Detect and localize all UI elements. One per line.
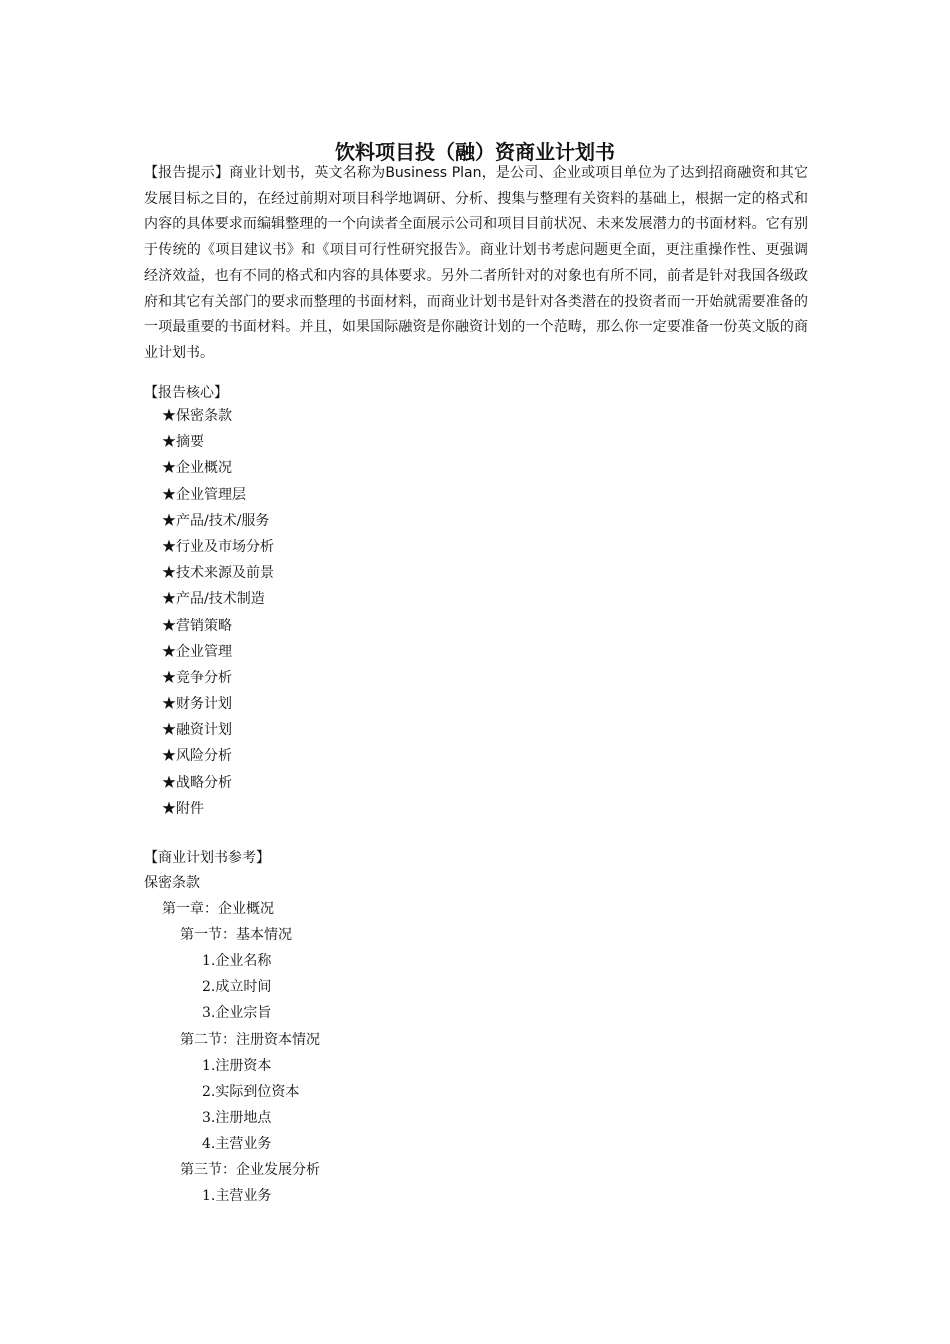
outline-chapter: 第一章：企业概况 — [162, 901, 274, 918]
document-title: 饮料项目投（融）资商业计划书 — [335, 140, 615, 164]
outline-subitem: 1.企业名称 — [202, 953, 272, 970]
reference-heading: 【商业计划书参考】 — [144, 850, 270, 866]
core-item: ★融资计划 — [162, 722, 232, 739]
core-item: ★保密条款 — [162, 408, 232, 424]
core-heading: 【报告核心】 — [144, 385, 228, 401]
intro-body: ，是公司、企业或项目单位为了达到招商融资和其它发展目标之目的，在经过前期对项目科学地调研、分析、搜集与整理有关资料的基础上，根据一定的格式和内容的具体要求而编辑整理的一个向读者全面展示公司和项目目前状况、未来发展潜力的书面材料。它有别于传统的《项目建议书》和《项目可行性研究报告》。商业计划书考虑问题更全面，更注重操作性、更强调经济效益，也有不同的格式和内容的具体要求。另外二者所针对的对象也有所不同，前者是针对我国各级政府和其它有关部门的要求而整理的书面材料，而商业计划书是针对各类潜在的投资者而一开始就需要准备的一项最重要的书面材料。并且，如果国际融资是你融资计划的一个范畴，那么你一定要准备一份英文版的商业计划书。 — [144, 165, 808, 361]
outline-subitem: 1.注册资本 — [202, 1057, 272, 1074]
core-item: ★企业管理 — [162, 643, 232, 660]
core-item: ★附件 — [162, 800, 204, 817]
outline-section: 第一节：基本情况 — [180, 927, 292, 944]
core-item: ★战略分析 — [162, 774, 232, 791]
outline-section: 第二节：注册资本情况 — [180, 1031, 320, 1048]
report-intro-paragraph — [144, 161, 808, 367]
core-item: ★营销策略 — [162, 617, 232, 634]
outline-subitem: 3.注册地点 — [202, 1109, 272, 1126]
core-item: ★风险分析 — [162, 748, 232, 765]
outline-subitem: 2.实际到位资本 — [202, 1083, 300, 1100]
outline-section: 第三节：企业发展分析 — [180, 1162, 320, 1179]
core-item: ★财务计划 — [162, 696, 232, 713]
outline-subitem: 2.成立时间 — [202, 979, 272, 996]
core-item: ★摘要 — [162, 434, 204, 451]
core-item: ★竞争分析 — [162, 669, 232, 686]
outline-subitem: 3.企业宗旨 — [202, 1005, 272, 1022]
core-item: ★技术来源及前景 — [162, 565, 274, 582]
core-list — [162, 406, 274, 825]
intro-english-name: Business Plan — [385, 165, 482, 181]
outline-subitem: 4.主营业务 — [202, 1135, 272, 1152]
core-item: ★产品/技术制造 — [162, 591, 265, 608]
intro-prefix: 【报告提示】商业计划书，英文名称为 — [144, 165, 386, 181]
core-item: ★行业及市场分析 — [162, 538, 274, 555]
outline-item: 保密条款 — [144, 875, 200, 891]
core-item: ★企业管理层 — [162, 486, 246, 503]
core-item: ★产品/技术/服务 — [162, 512, 270, 529]
outline-subitem: 1.主营业务 — [202, 1188, 272, 1205]
core-item: ★企业概况 — [162, 460, 232, 477]
reference-outline — [144, 873, 320, 1212]
